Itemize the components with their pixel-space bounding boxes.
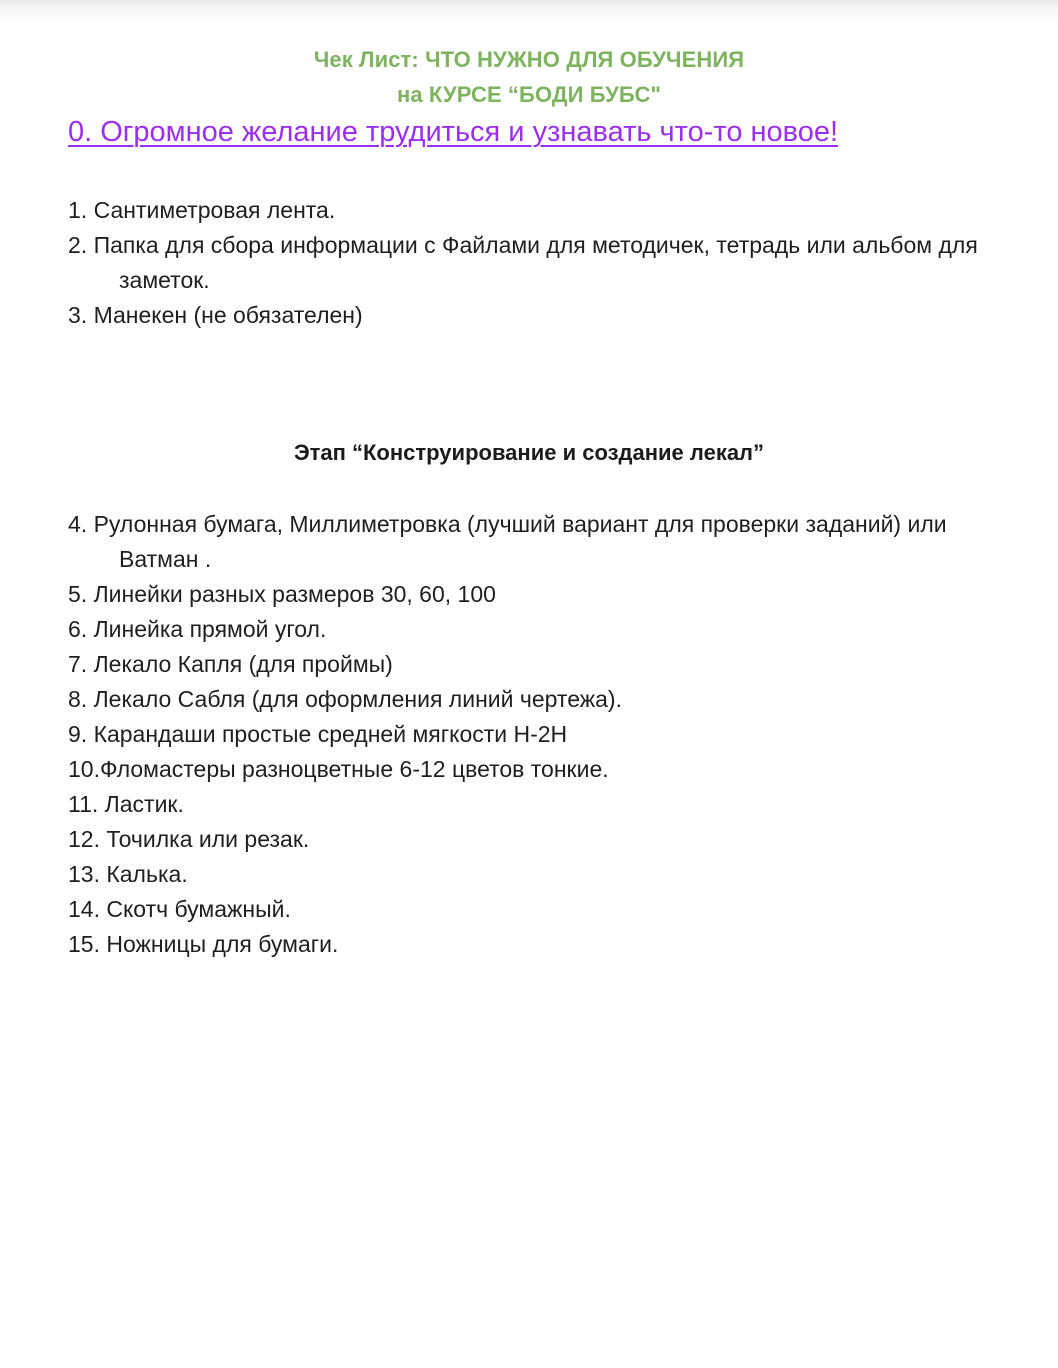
list-item: 6. Линейка прямой угол.: [68, 616, 327, 642]
list-item: 3. Манекен (не обязателен): [68, 302, 363, 328]
list-item: 2. Папка для сбора информации с Файлами для методичек, тетрадь или альбом для заметок.: [68, 232, 978, 293]
list-item: 7. Лекало Капля (для проймы): [68, 651, 393, 677]
list-item: 12. Точилка или резак.: [68, 826, 310, 852]
list-item: 10.Фломастеры разноцветные 6-12 цветов тонкие.: [68, 756, 609, 782]
list-item: 4. Рулонная бумага, Миллиметровка (лучший вариант для проверки заданий) или Ватман .: [68, 511, 947, 572]
list-item: 8. Лекало Сабля (для оформления линий чертежа).: [68, 686, 622, 712]
list-item: 11. Ластик.: [68, 791, 184, 817]
page-top-shadow: [0, 0, 1058, 22]
list-item: 13. Калька.: [68, 861, 188, 887]
section-heading: Этап “Конструирование и создание лекал”: [293, 440, 765, 465]
list-item: 5. Линейки разных размеров 30, 60, 100: [68, 581, 496, 607]
list-item: 9. Карандаши простые средней мягкости Н-2Н: [68, 721, 568, 747]
stage-supplies-list: [68, 507, 1008, 962]
list-item: 1. Сантиметровая лента.: [68, 197, 336, 223]
page-title-line-2: на КУРСЕ “БОДИ БУБС": [396, 82, 662, 107]
goal-link[interactable]: 0. Огромное желание трудиться и узнавать что-то новое!: [68, 116, 839, 148]
page-title-line-1: Чек Лист: ЧТО НУЖНО ДЛЯ ОБУЧЕНИЯ: [313, 47, 745, 72]
general-supplies-list: [68, 193, 1008, 333]
list-item: 15. Ножницы для бумаги.: [68, 931, 339, 957]
list-item: 14. Скотч бумажный.: [68, 896, 291, 922]
